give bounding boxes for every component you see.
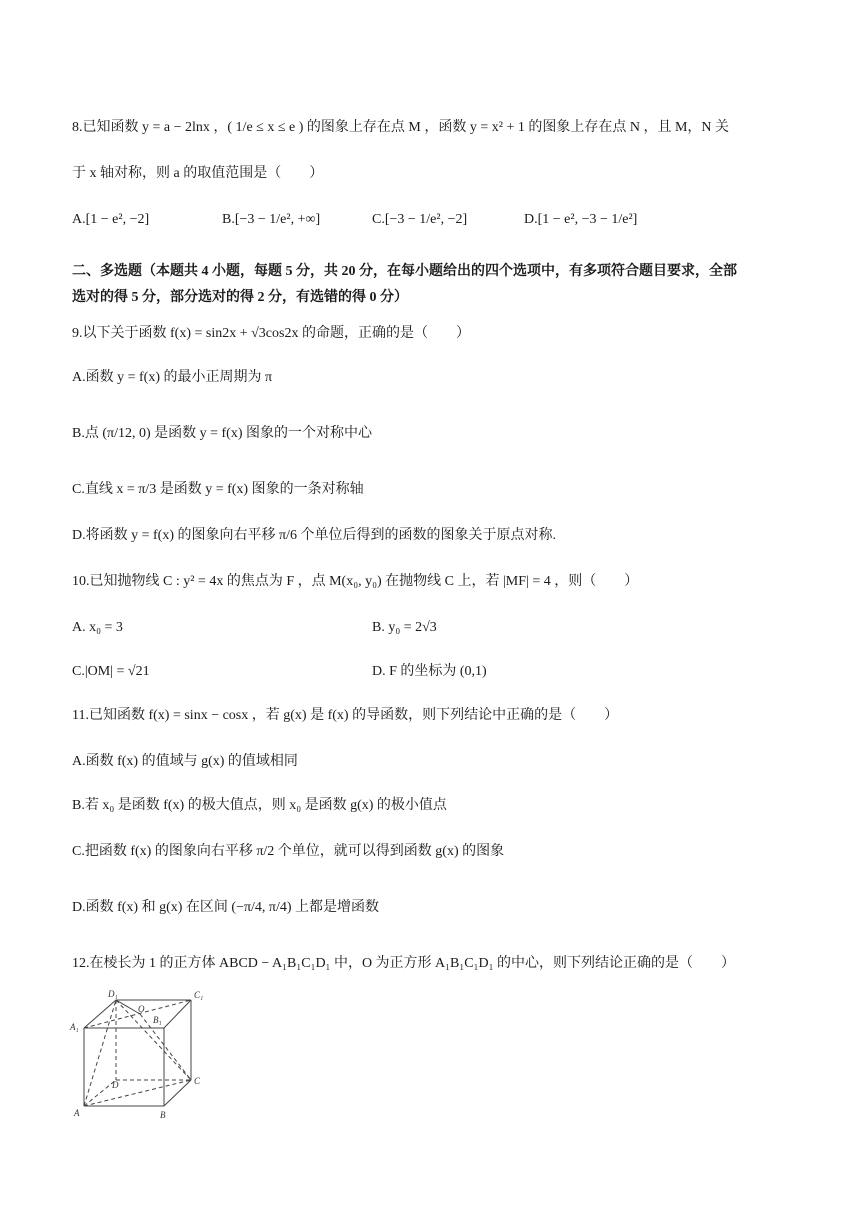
q9-option-c: C.直线 x = π/3 是函数 y = f(x) 图象的一条对称轴	[72, 482, 364, 497]
q9-option-b: B.点 (π/12, 0) 是函数 y = f(x) 图象的一个对称中心	[72, 426, 373, 441]
label-b: B	[160, 1110, 166, 1120]
segment-a-c	[84, 1080, 191, 1106]
edge-b-c	[164, 1080, 191, 1106]
q8-option-a: A.[1 − e², −2]	[72, 212, 150, 227]
section-heading-line1: 二、多选题（本题共 4 小题，每题 5 分，共 20 分，在每小题给出的四个选项中，有多项符合题目要求，全部	[72, 264, 737, 279]
q10-option-d: D. F 的坐标为 (0,1)	[372, 664, 487, 679]
q8-stem-line1: 8.已知函数 y = a − 2lnx ，( 1/e ≤ x ≤ e ) 的图象上存在点 M ，函数 y = x² + 1 的图象上存在点 N ，且 M，N 关	[72, 120, 730, 135]
label-b1: B₁	[153, 1015, 162, 1025]
q11-option-d: D.函数 f(x) 和 g(x) 在区间 (−π/4, π/4) 上都是增函数	[72, 900, 380, 915]
q10-option-b: B. y₀ = 2√3	[372, 620, 437, 635]
label-o: O	[138, 1004, 145, 1014]
q9-option-a: A.函数 y = f(x) 的最小正周期为 π	[72, 370, 273, 385]
label-c: C	[194, 1076, 201, 1086]
q12-stem: 12.在棱长为 1 的正方体 ABCD − A₁B₁C₁D₁ 中，O 为正方形 A₁B₁C₁D₁ 的中心，则下列结论正确的是（ ）	[72, 956, 735, 971]
q11-option-c: C.把函数 f(x) 的图象向右平移 π/2 个单位，就可以得到函数 g(x) 的图象	[72, 844, 505, 859]
section-heading-line2: 选对的得 5 分，部分选对的得 2 分，有选错的得 0 分）	[72, 290, 408, 305]
q10-option-a: A. x₀ = 3	[72, 620, 123, 635]
q11-option-a: A.函数 f(x) 的值域与 g(x) 的值域相同	[72, 754, 298, 769]
q9-option-d: D.将函数 y = f(x) 的图象向右平移 π/6 个单位后得到的函数的图象关于原点对称.	[72, 528, 556, 543]
segment-d1-o	[116, 1000, 140, 1014]
q8-option-b: B.[−3 − 1/e², +∞]	[222, 212, 321, 227]
edge-b1-c1	[164, 1000, 191, 1028]
q8-option-c: C.[−3 − 1/e², −2]	[372, 212, 468, 227]
q11-stem: 11.已知函数 f(x) = sinx − cosx ，若 g(x) 是 f(x) 的导函数，则下列结论中正确的是（ ）	[72, 708, 619, 723]
label-d1: D₁	[108, 989, 118, 999]
q8-option-d: D.[1 − e², −3 − 1/e²]	[524, 212, 638, 227]
q10-option-c: C.|OM| = √21	[72, 664, 150, 679]
q8-stem-line2: 于 x 轴对称，则 a 的取值范围是（ ）	[72, 166, 324, 181]
q9-stem: 9.以下关于函数 f(x) = sin2x + √3cos2x 的命题，正确的是（ ）	[72, 326, 470, 341]
label-d: D	[112, 1080, 119, 1090]
q10-stem: 10.已知抛物线 C : y² = 4x 的焦点为 F ，点 M(x₀, y₀) 在抛物线 C 上，若 |MF| = 4 ，则（ ）	[72, 574, 639, 589]
label-c1: C₁	[194, 990, 204, 1000]
q11-option-b: B.若 x₀ 是函数 f(x) 的极大值点，则 x₀ 是函数 g(x) 的极小值点	[72, 798, 447, 813]
cube-figure	[66, 988, 216, 1128]
label-a: A	[74, 1108, 80, 1118]
label-a1: A₁	[70, 1022, 79, 1032]
segment-a-d1	[84, 1000, 116, 1106]
segment-o-c	[140, 1014, 191, 1080]
